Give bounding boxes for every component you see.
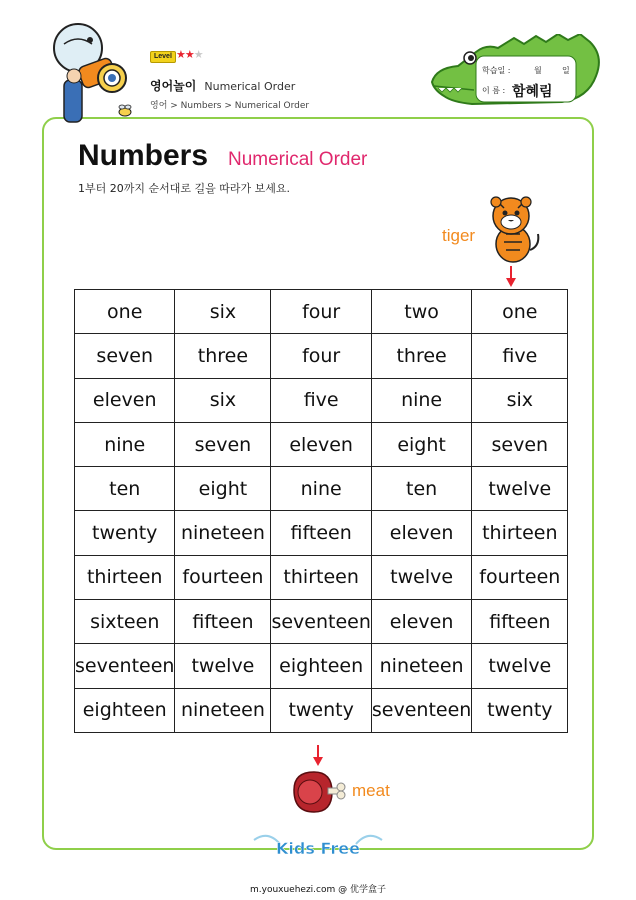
- grid-cell: seventeen: [75, 644, 175, 688]
- grid-cell: nineteen: [175, 688, 271, 732]
- name-label: 이 름 :: [482, 86, 506, 95]
- grid-row: [75, 688, 568, 732]
- grid-cell: four: [271, 290, 371, 334]
- grid-cell: one: [472, 290, 568, 334]
- grid-cell: nine: [75, 422, 175, 466]
- grid-row: [75, 334, 568, 378]
- month-label: 월: [534, 66, 542, 75]
- difficulty-stars: [176, 48, 203, 61]
- level-badge: Level: [150, 51, 176, 63]
- grid-cell: six: [175, 378, 271, 422]
- instruction-text: 1부터 20까지 순서대로 길을 따라가 보세요.: [78, 182, 290, 195]
- footer-url: m.youxuehezi.com @ 优学盒子: [249, 885, 386, 895]
- grid-cell: ten: [371, 467, 471, 511]
- grid-cell: twenty: [271, 688, 371, 732]
- grid-cell: twenty: [472, 688, 568, 732]
- grid-row: [75, 378, 568, 422]
- grid-cell: eleven: [271, 422, 371, 466]
- star-off-icon: ★: [193, 49, 203, 61]
- grid-cell: seven: [175, 422, 271, 466]
- grid-row: [75, 600, 568, 644]
- grid-cell: nine: [371, 378, 471, 422]
- date-label: 학습일 :: [482, 66, 511, 75]
- grid-cell: eleven: [75, 378, 175, 422]
- student-name: 함혜림: [512, 84, 553, 100]
- grid-cell: seven: [75, 334, 175, 378]
- grid-cell: seventeen: [371, 688, 471, 732]
- grid-cell: fourteen: [472, 555, 568, 599]
- logo-text: Kids Free: [276, 839, 360, 858]
- grid-cell: thirteen: [271, 555, 371, 599]
- number-grid: [74, 289, 568, 733]
- grid-cell: thirteen: [75, 555, 175, 599]
- meat-icon: [288, 770, 348, 814]
- start-arrow-icon: [505, 266, 517, 288]
- start-label: tiger: [442, 226, 476, 245]
- grid-cell: ten: [75, 467, 175, 511]
- grid-cell: four: [271, 334, 371, 378]
- grid-cell: eighteen: [271, 644, 371, 688]
- grid-row: [75, 555, 568, 599]
- grid-row: [75, 511, 568, 555]
- header-title-english: Numerical Order: [204, 80, 296, 93]
- grid-cell: eleven: [371, 600, 471, 644]
- day-label: 일: [562, 66, 570, 75]
- grid-cell: five: [271, 378, 371, 422]
- crocodile-icon: [426, 34, 612, 116]
- grid-cell: twelve: [175, 644, 271, 688]
- page-title: Numbers: [78, 139, 209, 172]
- grid-cell: eighteen: [75, 688, 175, 732]
- grid-cell: seventeen: [271, 600, 371, 644]
- grid-cell: twelve: [371, 555, 471, 599]
- page-subtitle: Numerical Order: [228, 149, 368, 170]
- grid-cell: fifteen: [271, 511, 371, 555]
- grid-cell: twelve: [472, 644, 568, 688]
- grid-cell: three: [175, 334, 271, 378]
- grid-cell: eleven: [371, 511, 471, 555]
- grid-row: [75, 467, 568, 511]
- grid-cell: twelve: [472, 467, 568, 511]
- grid-cell: two: [371, 290, 471, 334]
- grid-cell: sixteen: [75, 600, 175, 644]
- grid-cell: six: [175, 290, 271, 334]
- breadcrumb: 영어 > Numbers > Numerical Order: [150, 101, 310, 111]
- grid-cell: eight: [371, 422, 471, 466]
- star-on-icon: ★★: [176, 49, 194, 61]
- header-title-korean: 영어놀이: [150, 79, 197, 93]
- tiger-icon: [486, 194, 540, 264]
- grid-cell: eight: [175, 467, 271, 511]
- grid-cell: six: [472, 378, 568, 422]
- grid-cell: one: [75, 290, 175, 334]
- grid-cell: twenty: [75, 511, 175, 555]
- header-title: [150, 77, 295, 94]
- end-arrow-icon: [312, 745, 324, 767]
- grid-cell: seven: [472, 422, 568, 466]
- grid-cell: five: [472, 334, 568, 378]
- end-label: meat: [352, 781, 390, 800]
- grid-cell: nineteen: [175, 511, 271, 555]
- grid-cell: fifteen: [472, 600, 568, 644]
- grid-cell: nine: [271, 467, 371, 511]
- bee-icon: [116, 104, 134, 118]
- grid-row: [75, 290, 568, 334]
- grid-cell: three: [371, 334, 471, 378]
- grid-row: [75, 422, 568, 466]
- grid-row: [75, 644, 568, 688]
- grid-cell: fourteen: [175, 555, 271, 599]
- kids-free-logo-icon: [250, 830, 386, 864]
- grid-cell: thirteen: [472, 511, 568, 555]
- grid-cell: fifteen: [175, 600, 271, 644]
- grid-cell: nineteen: [371, 644, 471, 688]
